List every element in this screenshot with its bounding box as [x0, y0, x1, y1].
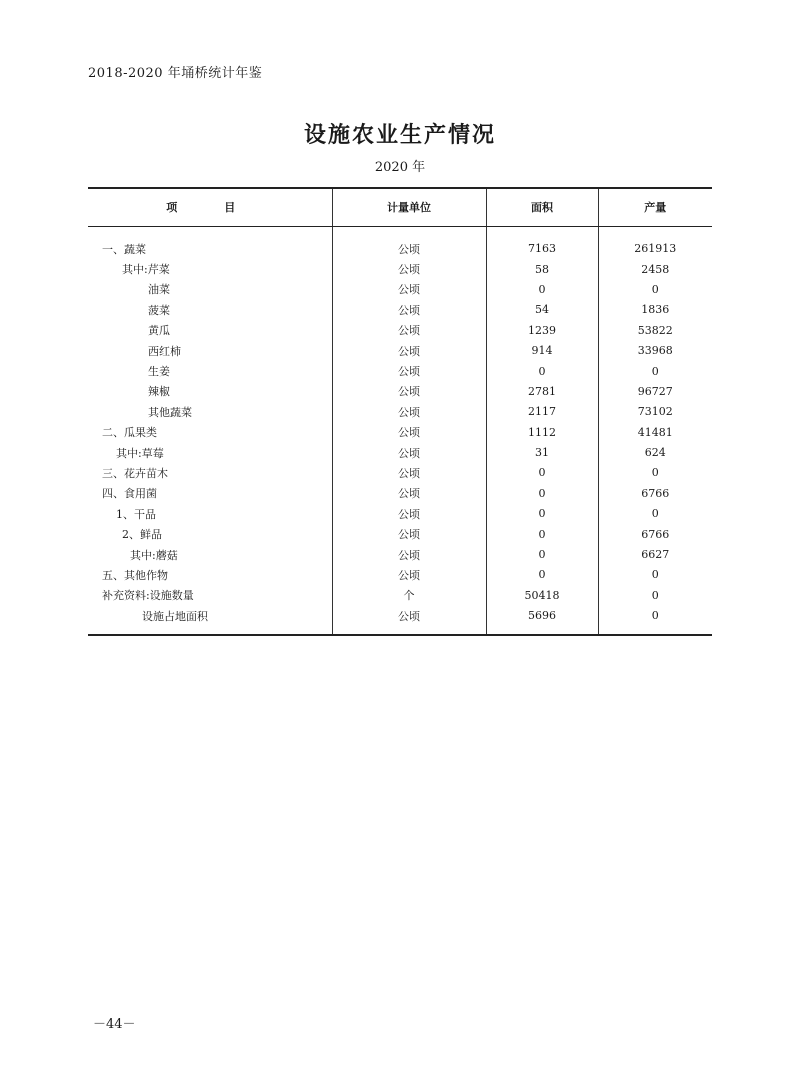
row-item-name: 补充资料:设施数量	[102, 589, 194, 603]
row-output: 0	[598, 565, 712, 585]
row-unit: 公顷	[332, 504, 486, 524]
row-output: 41481	[598, 422, 712, 442]
row-unit: 公顷	[332, 565, 486, 585]
row-unit: 公顷	[332, 544, 486, 564]
row-output: 0	[598, 463, 712, 483]
row-area: 0	[486, 544, 598, 564]
row-item-name: 二、瓜果类	[102, 426, 157, 440]
row-item-name: 菠菜	[148, 303, 170, 317]
row-item-name: 1、干品	[116, 507, 156, 521]
row-area: 0	[486, 483, 598, 503]
row-unit: 公顷	[332, 239, 486, 259]
row-unit: 公顷	[332, 259, 486, 279]
table-row	[88, 483, 712, 503]
table-row	[88, 442, 712, 462]
table-row	[88, 259, 712, 279]
row-area: 5696	[486, 606, 598, 635]
row-area: 1112	[486, 422, 598, 442]
row-item-name: 一、蔬菜	[102, 242, 146, 256]
row-item-name: 三、花卉苗木	[102, 466, 168, 480]
row-unit: 公顷	[332, 463, 486, 483]
table-row	[88, 320, 712, 340]
row-area: 0	[486, 279, 598, 299]
row-area: 31	[486, 442, 598, 462]
table-row	[88, 565, 712, 585]
page-subtitle: 2020 年	[374, 160, 426, 175]
row-output: 33968	[598, 340, 712, 360]
row-item-name: 其中:蘑菇	[130, 548, 178, 562]
row-unit: 公顷	[332, 442, 486, 462]
table-row	[88, 524, 712, 544]
row-output: 0	[598, 361, 712, 381]
row-area: 7163	[486, 239, 598, 259]
statistics-table-container	[88, 187, 712, 636]
row-unit: 公顷	[332, 320, 486, 340]
row-unit: 公顷	[332, 340, 486, 360]
table-row	[88, 585, 712, 605]
table-row	[88, 279, 712, 299]
table-spacer-row	[88, 226, 712, 239]
row-area: 2117	[486, 402, 598, 422]
row-unit: 公顷	[332, 361, 486, 381]
header-item: 项 目	[88, 188, 332, 226]
row-unit: 公顷	[332, 381, 486, 401]
row-output: 96727	[598, 381, 712, 401]
row-item-name: 其他蔬菜	[148, 405, 192, 419]
row-item-name: 西红柿	[148, 344, 181, 358]
row-area: 54	[486, 300, 598, 320]
row-output: 2458	[598, 259, 712, 279]
row-unit: 公顷	[332, 402, 486, 422]
table-row	[88, 340, 712, 360]
row-output: 53822	[598, 320, 712, 340]
row-unit: 公顷	[332, 606, 486, 635]
row-output: 6627	[598, 544, 712, 564]
row-item-name: 其中:草莓	[116, 446, 164, 460]
row-area: 0	[486, 565, 598, 585]
table-row	[88, 300, 712, 320]
row-item-name: 辣椒	[148, 385, 170, 399]
statistics-table	[88, 187, 712, 636]
row-area: 2781	[486, 381, 598, 401]
row-unit: 公顷	[332, 279, 486, 299]
row-area: 0	[486, 524, 598, 544]
row-area: 50418	[486, 585, 598, 605]
row-unit: 公顷	[332, 422, 486, 442]
row-item-name: 2、鲜品	[122, 528, 162, 542]
row-area: 1239	[486, 320, 598, 340]
row-item-name: 黄瓜	[148, 324, 170, 338]
row-output: 1836	[598, 300, 712, 320]
row-area: 0	[486, 361, 598, 381]
table-row	[88, 544, 712, 564]
row-unit: 公顷	[332, 524, 486, 544]
row-area: 0	[486, 463, 598, 483]
page-title: 设施农业生产情况	[303, 122, 496, 148]
row-output: 0	[598, 585, 712, 605]
page-number: －44－	[93, 1017, 136, 1032]
row-output: 0	[598, 606, 712, 635]
running-header: 2018-2020 年埇桥统计年鉴	[88, 66, 263, 81]
row-area: 914	[486, 340, 598, 360]
header-area: 面积	[486, 188, 598, 226]
row-area: 58	[486, 259, 598, 279]
table-header-row	[88, 188, 712, 226]
row-item-name: 其中:芹菜	[122, 263, 170, 277]
row-unit: 公顷	[332, 300, 486, 320]
row-item-name: 油菜	[148, 283, 170, 297]
table-row	[88, 422, 712, 442]
row-output: 261913	[598, 239, 712, 259]
row-item-name: 设施占地面积	[88, 606, 332, 635]
row-output: 624	[598, 442, 712, 462]
row-unit: 公顷	[332, 483, 486, 503]
table-row	[88, 402, 712, 422]
table-row	[88, 463, 712, 483]
header-unit: 计量单位	[332, 188, 486, 226]
table-row	[88, 381, 712, 401]
row-output: 0	[598, 504, 712, 524]
row-area: 0	[486, 504, 598, 524]
row-unit: 个	[332, 585, 486, 605]
row-output: 6766	[598, 483, 712, 503]
row-item-name: 生姜	[148, 365, 170, 379]
table-row	[88, 239, 712, 259]
row-item-name: 五、其他作物	[102, 568, 168, 582]
row-output: 73102	[598, 402, 712, 422]
table-row	[88, 606, 712, 635]
row-item-name: 四、食用菌	[102, 487, 157, 501]
row-output: 6766	[598, 524, 712, 544]
header-output: 产量	[598, 188, 712, 226]
table-row	[88, 504, 712, 524]
table-row	[88, 361, 712, 381]
row-output: 0	[598, 279, 712, 299]
